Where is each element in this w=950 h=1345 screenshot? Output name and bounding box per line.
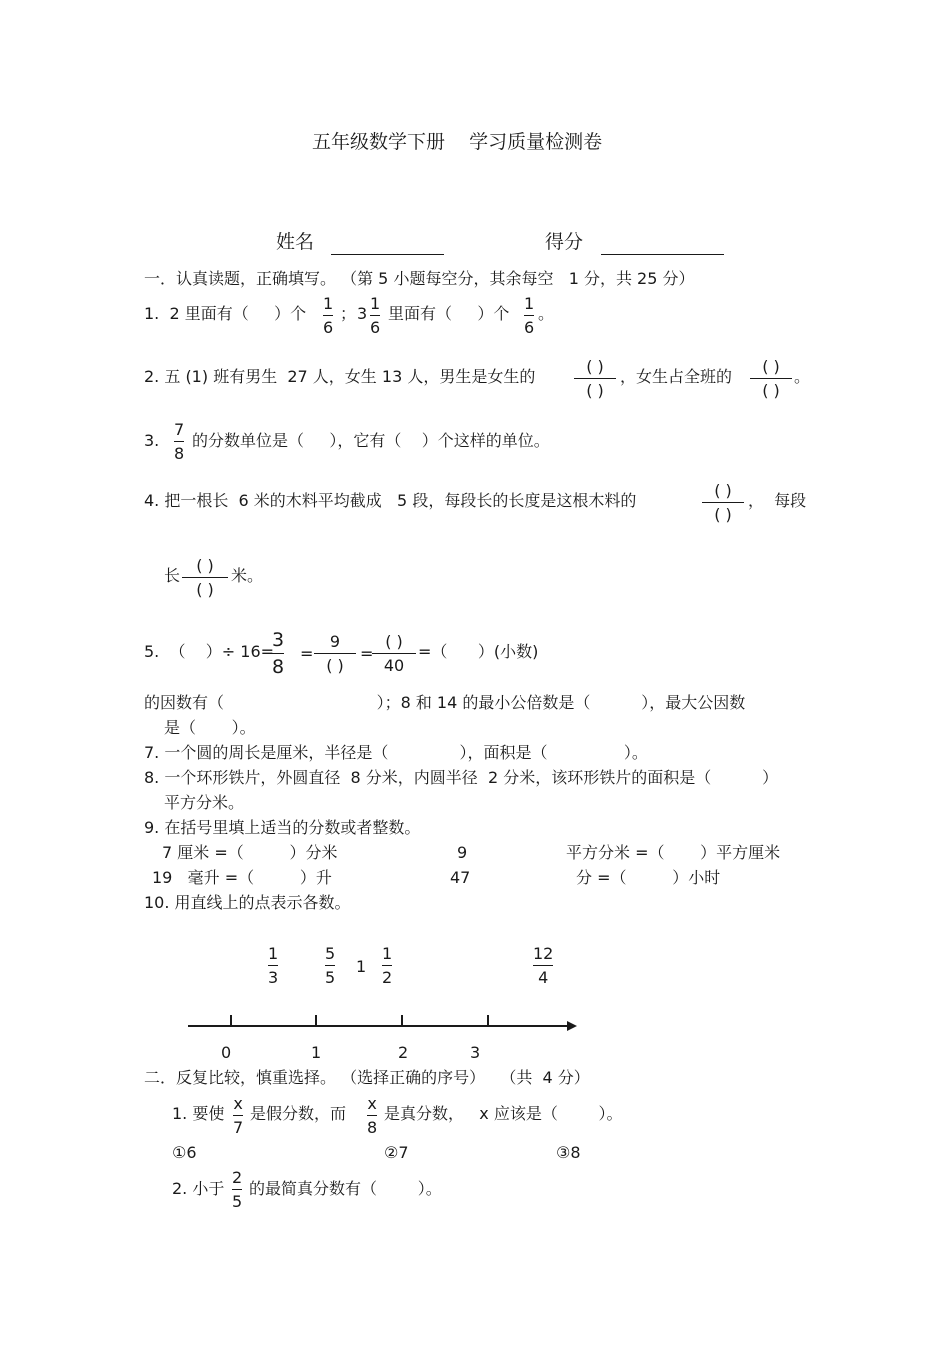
score-label: 得分 <box>545 231 584 253</box>
number-line <box>185 1014 585 1038</box>
tick-label-0: 0 <box>221 1043 232 1062</box>
q9-row2-a: 19 毫升 =（ ）升 <box>152 868 332 887</box>
q4-text-b: ， 每段 <box>748 491 807 510</box>
q8-text-a: 8. 一个环形铁片，外圆直径 8 分米，内圆半径 2 分米，该环形铁片的面积是（ ） <box>144 768 779 787</box>
q2-text-b: ，女生占全班的 <box>620 367 733 386</box>
fraction-numerator: 1 <box>323 294 334 313</box>
q1-mixed-fraction: $\frac{1}{6}$ <box>370 294 381 337</box>
q9-row2-c: 分 =（ ）小时 <box>576 868 721 887</box>
q9-row2-b: 47 <box>450 868 471 887</box>
q1-mixed-whole: 3 <box>357 304 368 323</box>
q1-fraction-1-6 <box>323 296 333 336</box>
q6-text-a: 的因数有（ ）；8 和 14 的最小公倍数是（ ），最大公因数 <box>144 693 746 712</box>
q9-row1-b: 9 <box>457 843 468 862</box>
tick-label-2: 2 <box>398 1043 409 1062</box>
q3-text: 的分数单位是（ ），它有（ ）个这样的单位。 <box>192 431 550 450</box>
q2-answer-fraction-2[interactable]: ( ) ( ) <box>750 359 792 399</box>
q9-row1-c: 平方分米 =（ ）平方厘米 <box>566 843 781 862</box>
q1-text-b: ； <box>340 304 357 323</box>
q4-text-c: 长 <box>164 566 181 585</box>
q5-text-b: =（ ）(小数) <box>418 642 539 661</box>
s2-q2-text-a: 2. 小于 <box>172 1179 225 1198</box>
s2-q1-text-c: 是真分数， x 应该是（ ）。 <box>384 1104 623 1123</box>
q5-fraction-40[interactable]: ( ) 40 <box>372 634 416 674</box>
q8-text-b: 平方分米。 <box>164 793 245 812</box>
q1-text-d: 。 <box>538 304 555 323</box>
s2-q1-option-1[interactable]: ①6 <box>172 1143 197 1162</box>
q2-answer-fraction-1[interactable]: ( ) ( ) <box>574 359 616 399</box>
q4-text-a: 4. 把一根长 6 米的木料平均截成 5 段，每段长的长度是这根木料的 <box>144 491 637 510</box>
s2-q1-option-3[interactable]: ③8 <box>556 1143 581 1162</box>
s2-q1-option-2[interactable]: ②7 <box>384 1143 409 1162</box>
numberline-fraction-5-5: $\frac{5}{5}$ <box>325 944 336 987</box>
tick-label-1: 1 <box>311 1043 322 1062</box>
q5-fraction-3-8: $\frac{3}{8}$ <box>272 629 285 678</box>
q10-heading: 10. 用直线上的点表示各数。 <box>144 893 351 912</box>
score-blank[interactable] <box>601 236 724 255</box>
s2-q2-fraction-2-5: $\frac{2}{5}$ <box>232 1168 243 1211</box>
tick-label-3: 3 <box>470 1043 481 1062</box>
s2-q1-text-a: 1. 要使 <box>172 1104 225 1123</box>
q1-text-c: 里面有（ ）个 <box>388 304 510 323</box>
section1-heading: 一．认真读题，正确填写。 （第 5 小题每空分，其余每空 1 分，共 25 分） <box>144 269 695 288</box>
name-blank[interactable] <box>331 236 444 255</box>
numberline-fraction-1-3: $\frac{1}{3}$ <box>268 944 279 987</box>
q6-text-b: 是（ ）。 <box>164 718 256 737</box>
name-label: 姓名 <box>276 231 315 253</box>
page-title: 五年级数学下册 学习质量检测卷 <box>312 131 603 153</box>
q4-answer-fraction[interactable]: ( ) ( ) <box>702 483 744 523</box>
q3-number: 3. <box>144 431 160 450</box>
fraction-denominator: 6 <box>323 315 333 336</box>
q4-text-d: 米。 <box>231 566 264 585</box>
s2-q2-text-b: 的最简真分数有（ ）。 <box>249 1179 442 1198</box>
q5-text-a: 5. （ ）÷ 16= <box>144 642 275 661</box>
numberline-integer-1: 1 <box>356 957 367 976</box>
q9-row1-a: 7 厘米 =（ ）分米 <box>162 843 338 862</box>
q5-equals-1: = <box>300 644 314 663</box>
numberline-fraction-12-4: $\frac{12}{4}$ <box>533 944 554 987</box>
q7-text: 7. 一个圆的周长是厘米，半径是（ ），面积是（ ）。 <box>144 743 648 762</box>
q3-fraction-7-8: $\frac{7}{8}$ <box>174 420 185 463</box>
s2-q1-fraction-x-8: $\frac{x}{8}$ <box>367 1094 378 1137</box>
q5-fraction-9[interactable]: 9 ( ) <box>314 634 356 674</box>
q1-fraction-1-6-b: $\frac{1}{6}$ <box>524 294 535 337</box>
q2-text-a: 2. 五 (1) 班有男生 27 人，女生 13 人，男生是女生的 <box>144 367 536 386</box>
number-line-arrow <box>567 1021 577 1031</box>
numberline-fraction-1-2: $\frac{1}{2}$ <box>382 944 393 987</box>
s2-q1-fraction-x-7: $\frac{x}{7}$ <box>233 1094 244 1137</box>
q2-text-c: 。 <box>794 367 811 386</box>
section2-heading: 二．反复比较，慎重选择。 （选择正确的序号） （共 4 分） <box>144 1068 590 1087</box>
q5-equals-2: = <box>360 644 374 663</box>
q4-length-fraction[interactable]: ( ) ( ) <box>182 558 228 598</box>
s2-q1-text-b: 是假分数，而 <box>250 1104 347 1123</box>
q1-text-a: 1. 2 里面有（ ）个 <box>144 304 307 323</box>
q9-heading: 9. 在括号里填上适当的分数或者整数。 <box>144 818 421 837</box>
